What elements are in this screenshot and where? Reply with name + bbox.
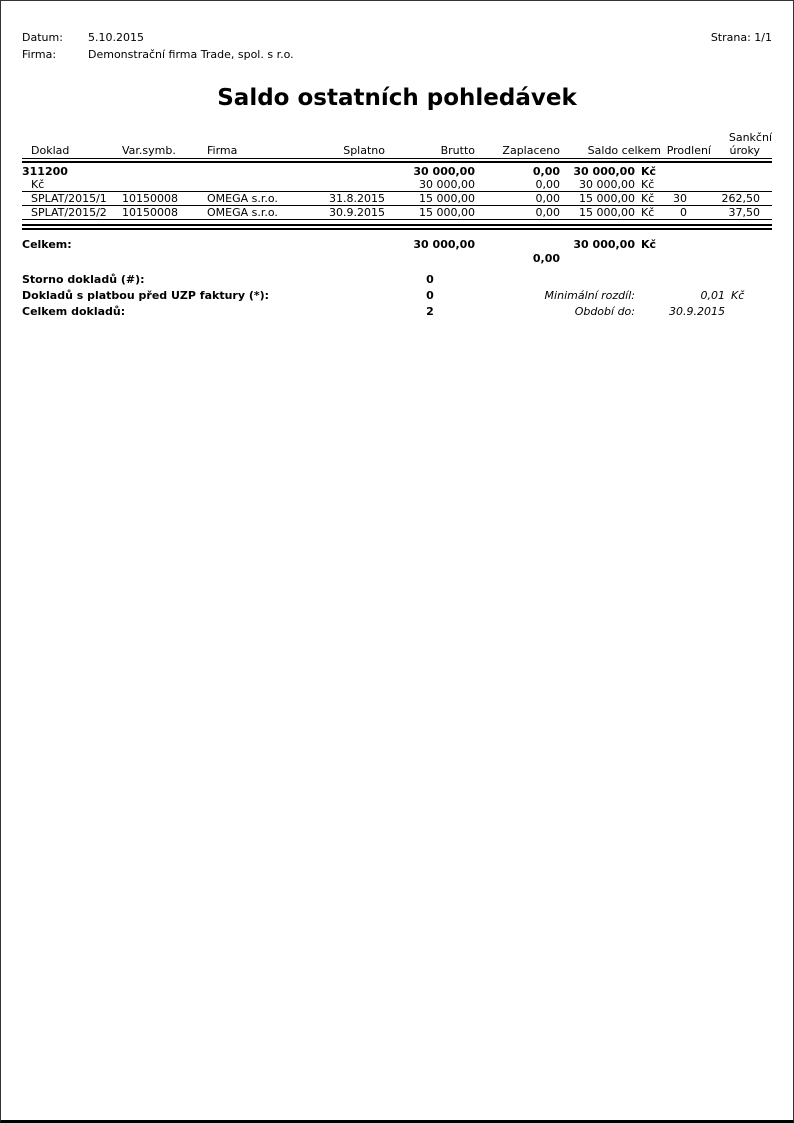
summary-uzp-row xyxy=(22,288,772,304)
totals-mena: Kč xyxy=(641,238,657,251)
currency-zaplaceno: 0,00 xyxy=(535,178,560,191)
firma-label: Firma: xyxy=(22,48,57,61)
row-prodleni: 0 xyxy=(680,206,687,219)
header-thick-rule xyxy=(22,161,772,163)
table-row xyxy=(22,206,772,220)
currency-saldo: 30 000,00 xyxy=(579,178,635,191)
datum-value: 5.10.2015 xyxy=(88,31,144,44)
table-row xyxy=(22,192,772,206)
col-header-saldo-celkem: Saldo celkem xyxy=(587,144,661,157)
row-splatno: 30.9.2015 xyxy=(329,206,385,219)
row-brutto: 15 000,00 xyxy=(419,206,475,219)
page-number: Strana: 1/1 xyxy=(710,31,772,44)
row-firma: OMEGA s.r.o. xyxy=(207,192,278,205)
col-header-firma: Firma xyxy=(207,144,238,157)
celkem-dokladu-label: Celkem dokladů: xyxy=(22,305,126,318)
row-mena: Kč xyxy=(641,192,655,205)
totals-saldo: 30 000,00 xyxy=(573,238,635,251)
totals-zaplaceno-row xyxy=(22,252,772,266)
row-zaplaceno: 0,00 xyxy=(535,206,560,219)
row-brutto: 15 000,00 xyxy=(419,192,475,205)
obdobi-value: 30.9.2015 xyxy=(669,305,725,318)
celkem-dokladu-value: 2 xyxy=(426,305,434,318)
row-var-symb: 10150008 xyxy=(122,192,178,205)
uzp-label: Dokladů s platbou před UZP faktury (*): xyxy=(22,289,270,302)
summary-storno-row xyxy=(22,272,772,288)
totals-zaplaceno: 0,00 xyxy=(532,252,560,265)
report-title: Saldo ostatních pohledávek xyxy=(217,85,577,111)
firma-value: Demonstrační firma Trade, spol. s r.o. xyxy=(88,48,294,61)
row-zaplaceno: 0,00 xyxy=(535,192,560,205)
datum-label: Datum: xyxy=(22,31,63,44)
storno-value: 0 xyxy=(426,273,434,286)
doc-header-line-1 xyxy=(22,29,772,46)
table-header-top-row xyxy=(22,131,772,144)
group-doklad: 311200 xyxy=(22,165,68,178)
col-header-prodleni: Prodlení xyxy=(666,144,711,157)
totals-brutto: 30 000,00 xyxy=(413,238,475,251)
receivables-table xyxy=(22,131,772,320)
row-splatno: 31.8.2015 xyxy=(329,192,385,205)
row-doklad: SPLAT/2015/1 xyxy=(31,192,107,205)
min-rozdil-label: Minimální rozdíl: xyxy=(544,289,635,302)
row-saldo: 15 000,00 xyxy=(579,206,635,219)
storno-label: Storno dokladů (#): xyxy=(22,273,145,286)
currency-label: Kč xyxy=(31,178,45,191)
row-sankcni-uroky: 37,50 xyxy=(728,206,760,219)
col-header-var-symb: Var.symb. xyxy=(122,144,176,157)
summary-celkem-row xyxy=(22,304,772,320)
uzp-value: 0 xyxy=(426,289,434,302)
currency-row xyxy=(22,178,772,192)
row-sankcni-uroky: 262,50 xyxy=(721,192,760,205)
col-header-doklad: Doklad xyxy=(31,144,70,157)
totals-row xyxy=(22,238,772,252)
row-prodleni: 30 xyxy=(673,192,687,205)
group-saldo: 30 000,00 xyxy=(573,165,635,178)
doc-header-line-2 xyxy=(22,46,772,63)
row-doklad: SPLAT/2015/2 xyxy=(31,206,107,219)
group-mena: Kč xyxy=(641,165,657,178)
group-brutto: 30 000,00 xyxy=(413,165,475,178)
col-header-brutto: Brutto xyxy=(440,144,475,157)
group-row xyxy=(22,165,772,178)
totals-double-rule xyxy=(22,224,772,230)
summary-block xyxy=(22,272,772,320)
col-header-sankcni-line1: Sankční xyxy=(728,131,772,144)
group-zaplaceno: 0,00 xyxy=(532,165,560,178)
col-header-zaplaceno: Zaplaceno xyxy=(502,144,560,157)
currency-mena: Kč xyxy=(641,178,655,191)
currency-brutto: 30 000,00 xyxy=(419,178,475,191)
row-var-symb: 10150008 xyxy=(122,206,178,219)
row-saldo: 15 000,00 xyxy=(579,192,635,205)
col-header-splatno: Splatno xyxy=(343,144,385,157)
min-rozdil-mena: Kč xyxy=(731,289,745,302)
totals-label: Celkem: xyxy=(22,238,72,251)
row-firma: OMEGA s.r.o. xyxy=(207,206,278,219)
min-rozdil-value: 0,01 xyxy=(700,289,725,302)
obdobi-label: Období do: xyxy=(574,305,635,318)
col-header-sankcni-line2: úroky xyxy=(729,144,760,157)
table-header-row xyxy=(22,144,772,159)
row-mena: Kč xyxy=(641,206,655,219)
